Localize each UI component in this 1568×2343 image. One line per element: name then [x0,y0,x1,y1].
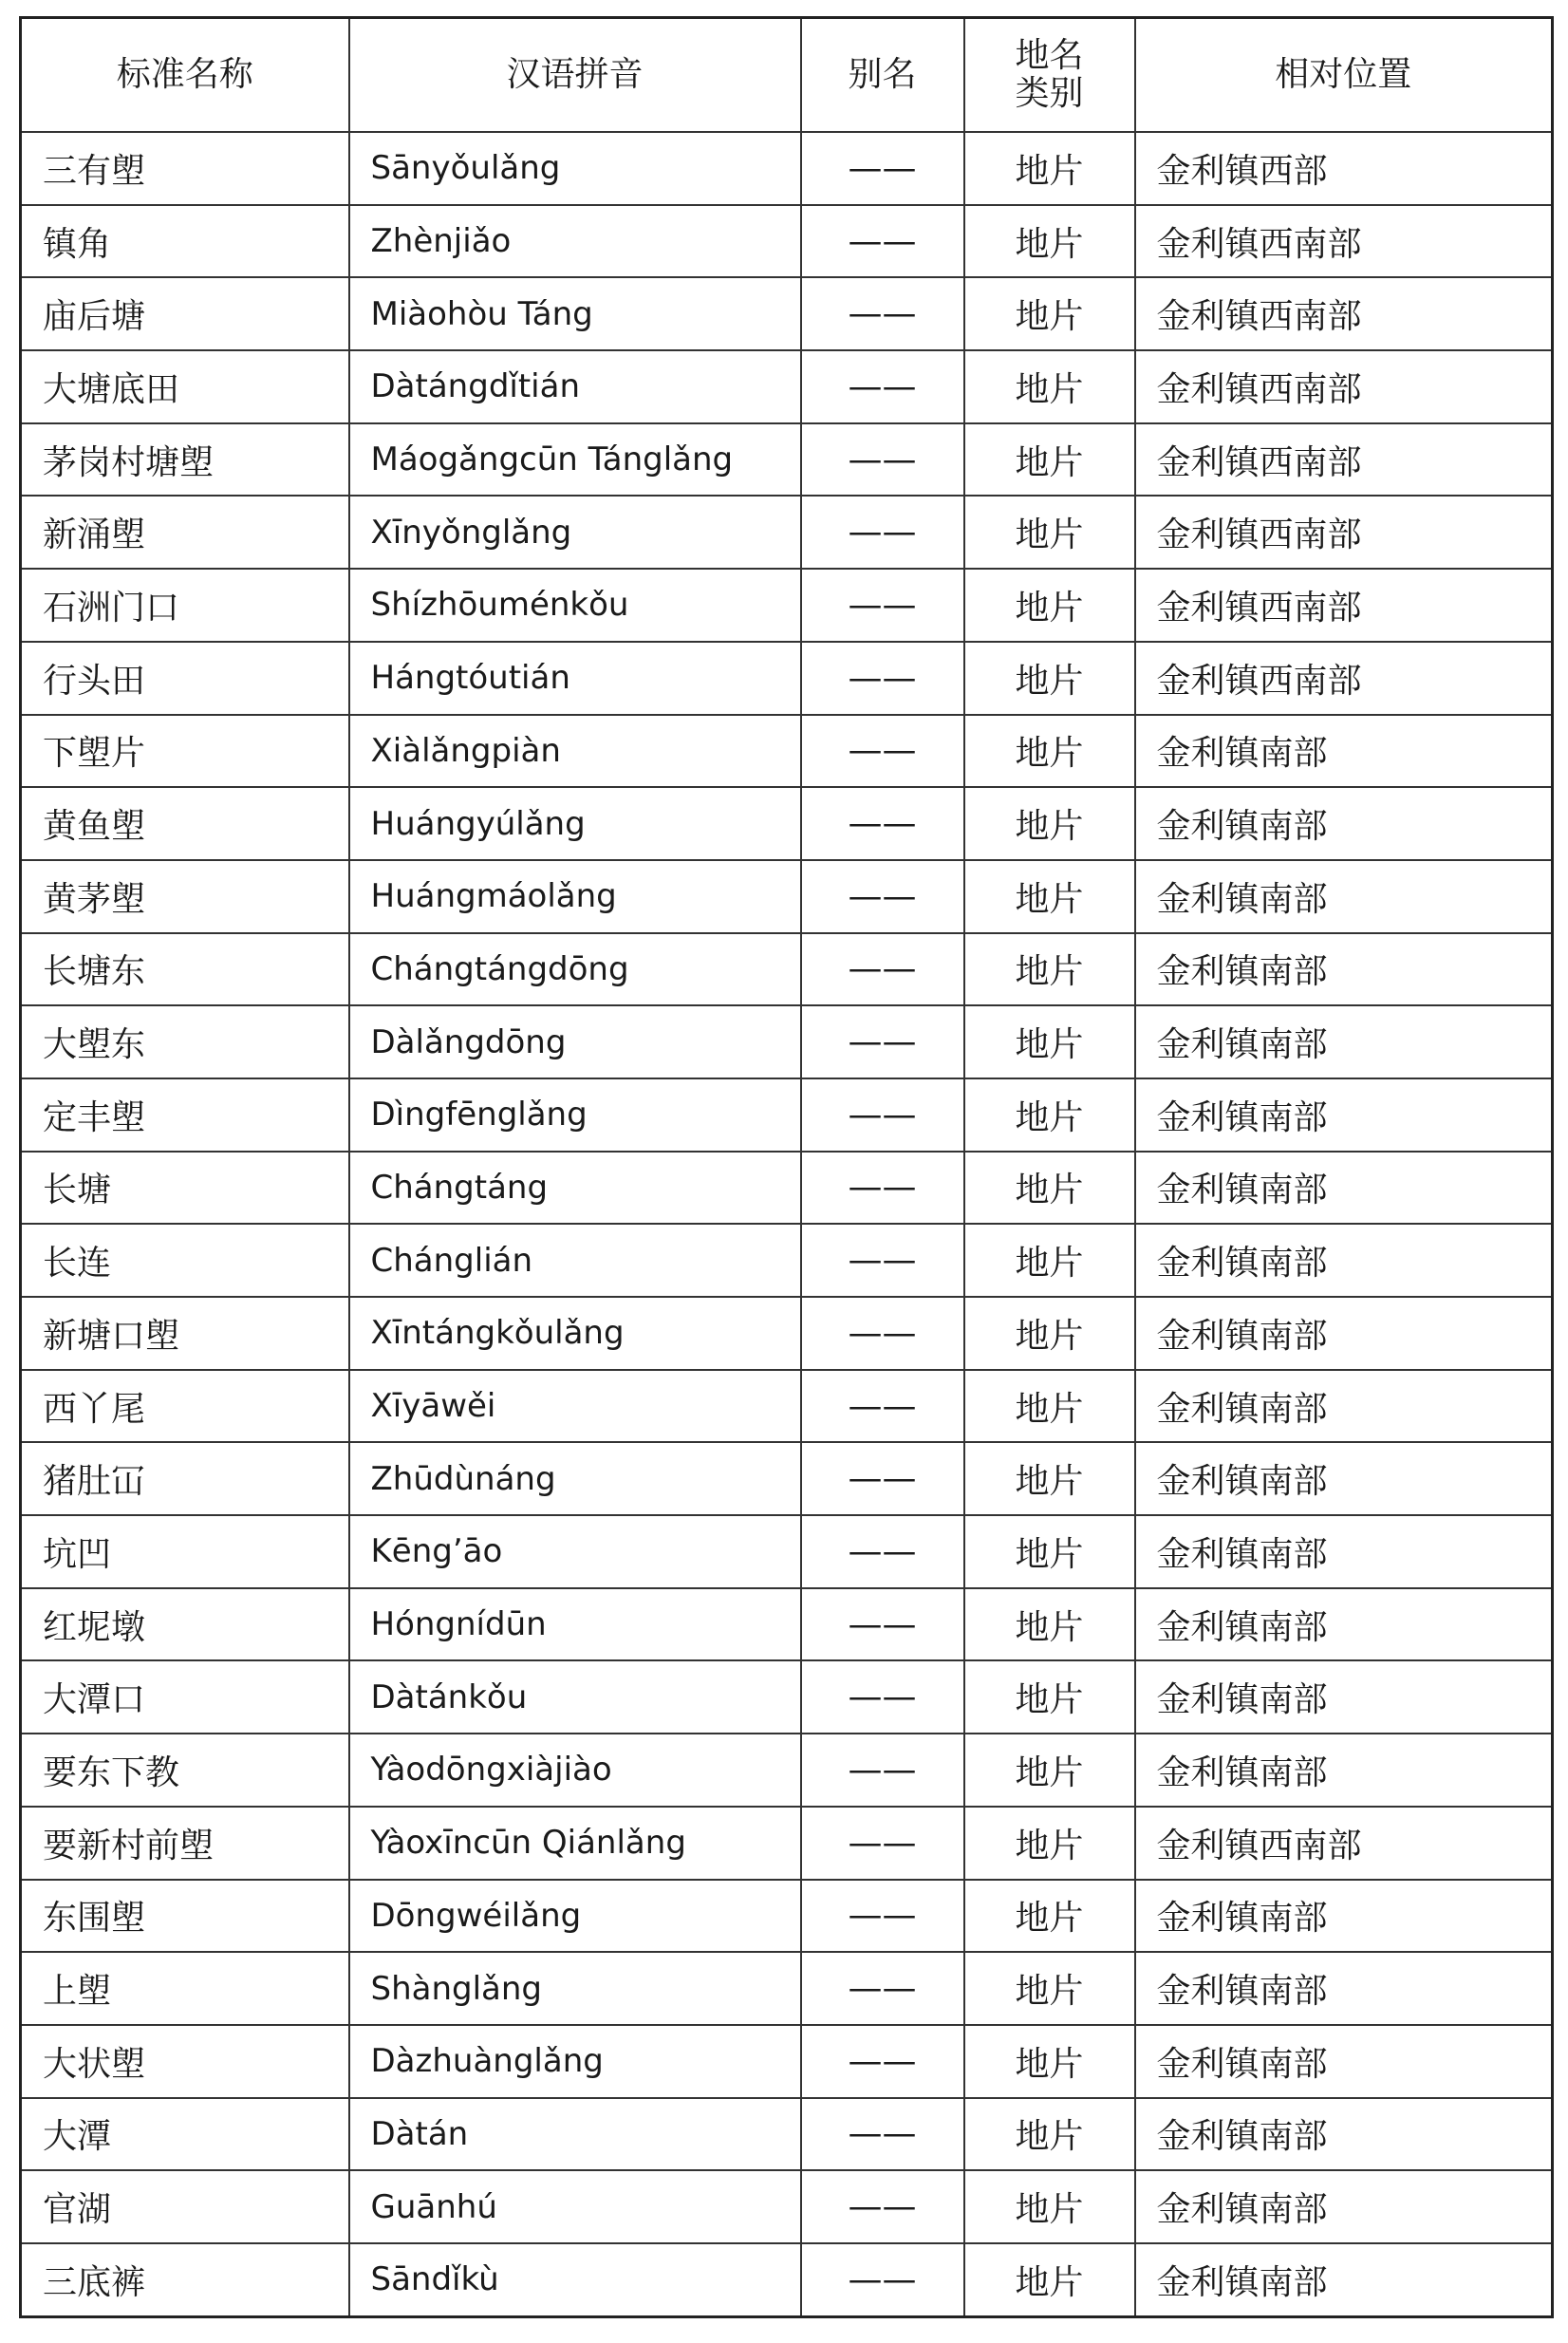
place-type-cell: 地片 [964,787,1135,860]
place-type-cell: 地片 [964,1880,1135,1953]
location-cell: 金利镇西南部 [1135,423,1553,497]
place-name-table [19,16,1554,2318]
pinyin-cell: Xīntángkǒulǎng [349,1297,801,1370]
standard-name-cell: 石洲门口 [21,569,349,642]
alias-cell: —— [801,933,964,1006]
alias-cell: —— [801,277,964,350]
table-row [21,1660,1553,1734]
header-pinyin: 汉语拼音 [349,18,801,133]
table-row [21,277,1553,350]
location-cell: 金利镇南部 [1135,1152,1553,1225]
place-type-cell: 地片 [964,496,1135,569]
alias-cell: —— [801,1442,964,1515]
table-row [21,1224,1553,1297]
pinyin-cell: Hóngnídūn [349,1588,801,1661]
location-cell: 金利镇南部 [1135,2170,1553,2243]
alias-cell: —— [801,715,964,788]
standard-name-cell: 长塘东 [21,933,349,1006]
table-row [21,860,1553,933]
pinyin-cell: Chánglián [349,1224,801,1297]
location-cell: 金利镇西南部 [1135,1807,1553,1880]
pinyin-cell: Sānyǒulǎng [349,132,801,205]
place-type-cell: 地片 [964,715,1135,788]
alias-cell: —— [801,2243,964,2316]
standard-name-cell: 红坭墩 [21,1588,349,1661]
pinyin-cell: Xīnyǒnglǎng [349,496,801,569]
alias-cell: —— [801,2170,964,2243]
standard-name-cell: 下塱片 [21,715,349,788]
table-row [21,205,1553,278]
header-location: 相对位置 [1135,18,1553,133]
location-cell: 金利镇南部 [1135,1660,1553,1734]
place-type-cell: 地片 [964,1660,1135,1734]
table-row [21,1152,1553,1225]
location-cell: 金利镇西南部 [1135,205,1553,278]
location-cell: 金利镇西南部 [1135,496,1553,569]
place-type-cell: 地片 [964,860,1135,933]
pinyin-cell: Dàtángdǐtián [349,350,801,423]
standard-name-cell: 东围塱 [21,1880,349,1953]
standard-name-cell: 官湖 [21,2170,349,2243]
alias-cell: —— [801,1952,964,2025]
pinyin-cell: Yàodōngxiàjiào [349,1734,801,1807]
table-row [21,1078,1553,1152]
pinyin-cell: Yàoxīncūn Qiánlǎng [349,1807,801,1880]
table-row [21,569,1553,642]
pinyin-cell: Dōngwéilǎng [349,1880,801,1953]
pinyin-cell: Huángyúlǎng [349,787,801,860]
alias-cell: —— [801,1078,964,1152]
location-cell: 金利镇西南部 [1135,350,1553,423]
alias-cell: —— [801,1734,964,1807]
location-cell: 金利镇南部 [1135,933,1553,1006]
table-row [21,1515,1553,1588]
alias-cell: —— [801,569,964,642]
standard-name-cell: 要新村前塱 [21,1807,349,1880]
standard-name-cell: 上塱 [21,1952,349,2025]
location-cell: 金利镇南部 [1135,860,1553,933]
pinyin-cell: Kēng’āo [349,1515,801,1588]
alias-cell: —— [801,1880,964,1953]
table-row [21,423,1553,497]
alias-cell: —— [801,787,964,860]
location-cell: 金利镇南部 [1135,1734,1553,1807]
table-row [21,1370,1553,1443]
place-type-cell: 地片 [964,132,1135,205]
standard-name-cell: 镇角 [21,205,349,278]
pinyin-cell: Miàohòu Táng [349,277,801,350]
location-cell: 金利镇南部 [1135,1515,1553,1588]
pinyin-cell: Shànglǎng [349,1952,801,2025]
header-row [21,18,1553,133]
location-cell: 金利镇南部 [1135,1880,1553,1953]
place-type-cell: 地片 [964,1442,1135,1515]
place-type-cell: 地片 [964,1370,1135,1443]
location-cell: 金利镇南部 [1135,1224,1553,1297]
standard-name-cell: 黄鱼塱 [21,787,349,860]
location-cell: 金利镇南部 [1135,1078,1553,1152]
table-row [21,496,1553,569]
table-row [21,2098,1553,2171]
place-type-cell: 地片 [964,1078,1135,1152]
pinyin-cell: Xiàlǎngpiàn [349,715,801,788]
standard-name-cell: 行头田 [21,642,349,715]
standard-name-cell: 黄茅塱 [21,860,349,933]
standard-name-cell: 猪肚冚 [21,1442,349,1515]
pinyin-cell: Guānhú [349,2170,801,2243]
table-row [21,642,1553,715]
place-type-cell: 地片 [964,1734,1135,1807]
place-type-cell: 地片 [964,2243,1135,2316]
standard-name-cell: 大潭 [21,2098,349,2171]
place-type-cell: 地片 [964,2170,1135,2243]
table-header [21,18,1553,133]
alias-cell: —— [801,1807,964,1880]
table-row [21,1880,1553,1953]
pinyin-cell: Hángtóutián [349,642,801,715]
place-type-cell: 地片 [964,350,1135,423]
pinyin-cell: Dàlǎngdōng [349,1005,801,1078]
alias-cell: —— [801,2025,964,2098]
pinyin-cell: Dàtán [349,2098,801,2171]
standard-name-cell: 新涌塱 [21,496,349,569]
pinyin-cell: Dàtánkǒu [349,1660,801,1734]
place-type-cell: 地片 [964,1807,1135,1880]
header-standard-name: 标准名称 [21,18,349,133]
alias-cell: —— [801,1224,964,1297]
alias-cell: —— [801,642,964,715]
alias-cell: —— [801,496,964,569]
place-type-cell: 地片 [964,423,1135,497]
pinyin-cell: Máogǎngcūn Tánglǎng [349,423,801,497]
standard-name-cell: 长塘 [21,1152,349,1225]
location-cell: 金利镇西南部 [1135,642,1553,715]
standard-name-cell: 茅岗村塘塱 [21,423,349,497]
header-place-type: 地名 类别 [964,18,1135,133]
location-cell: 金利镇南部 [1135,1952,1553,2025]
standard-name-cell: 大塱东 [21,1005,349,1078]
table-row [21,933,1553,1006]
pinyin-cell: Xīyāwěi [349,1370,801,1443]
place-type-cell: 地片 [964,277,1135,350]
location-cell: 金利镇南部 [1135,2243,1553,2316]
table-row [21,1952,1553,2025]
location-cell: 金利镇南部 [1135,1442,1553,1515]
table-row [21,2170,1553,2243]
table-row [21,350,1553,423]
place-type-cell: 地片 [964,1005,1135,1078]
table-row [21,1297,1553,1370]
location-cell: 金利镇西南部 [1135,569,1553,642]
location-cell: 金利镇西部 [1135,132,1553,205]
place-type-cell: 地片 [964,205,1135,278]
table-row [21,1807,1553,1880]
pinyin-cell: Sāndǐkù [349,2243,801,2316]
standard-name-cell: 长连 [21,1224,349,1297]
table-row [21,2243,1553,2316]
alias-cell: —— [801,1515,964,1588]
table-row [21,1588,1553,1661]
standard-name-cell: 三有塱 [21,132,349,205]
place-type-cell: 地片 [964,1152,1135,1225]
pinyin-cell: Zhūdùnáng [349,1442,801,1515]
pinyin-cell: Chángtáng [349,1152,801,1225]
header-alias: 别名 [801,18,964,133]
alias-cell: —— [801,1588,964,1661]
alias-cell: —— [801,132,964,205]
standard-name-cell: 要东下教 [21,1734,349,1807]
table-row [21,715,1553,788]
standard-name-cell: 庙后塘 [21,277,349,350]
place-type-cell: 地片 [964,1224,1135,1297]
standard-name-cell: 大状塱 [21,2025,349,2098]
pinyin-cell: Dàzhuànglǎng [349,2025,801,2098]
location-cell: 金利镇南部 [1135,2098,1553,2171]
place-type-cell: 地片 [964,2025,1135,2098]
pinyin-cell: Zhènjiǎo [349,205,801,278]
standard-name-cell: 大塘底田 [21,350,349,423]
alias-cell: —— [801,1152,964,1225]
table-row [21,132,1553,205]
standard-name-cell: 定丰塱 [21,1078,349,1152]
place-type-cell: 地片 [964,1588,1135,1661]
location-cell: 金利镇南部 [1135,1005,1553,1078]
alias-cell: —— [801,2098,964,2171]
location-cell: 金利镇南部 [1135,715,1553,788]
location-cell: 金利镇西南部 [1135,277,1553,350]
place-type-cell: 地片 [964,1297,1135,1370]
standard-name-cell: 坑凹 [21,1515,349,1588]
place-type-cell: 地片 [964,2098,1135,2171]
standard-name-cell: 大潭口 [21,1660,349,1734]
place-type-cell: 地片 [964,642,1135,715]
standard-name-cell: 西丫尾 [21,1370,349,1443]
alias-cell: —— [801,423,964,497]
place-type-cell: 地片 [964,933,1135,1006]
location-cell: 金利镇南部 [1135,2025,1553,2098]
location-cell: 金利镇南部 [1135,787,1553,860]
alias-cell: —— [801,1660,964,1734]
standard-name-cell: 新塘口塱 [21,1297,349,1370]
table-body [21,132,1553,2316]
location-cell: 金利镇南部 [1135,1297,1553,1370]
table-row [21,1734,1553,1807]
place-type-cell: 地片 [964,1515,1135,1588]
alias-cell: —— [801,1005,964,1078]
pinyin-cell: Shízhōuménkǒu [349,569,801,642]
pinyin-cell: Dìngfēnglǎng [349,1078,801,1152]
alias-cell: —— [801,860,964,933]
location-cell: 金利镇南部 [1135,1588,1553,1661]
place-type-cell: 地片 [964,569,1135,642]
alias-cell: —— [801,1297,964,1370]
pinyin-cell: Chángtángdōng [349,933,801,1006]
alias-cell: —— [801,350,964,423]
alias-cell: —— [801,205,964,278]
pinyin-cell: Huángmáolǎng [349,860,801,933]
table-row [21,787,1553,860]
table-row [21,1005,1553,1078]
table-row [21,1442,1553,1515]
alias-cell: —— [801,1370,964,1443]
place-type-cell: 地片 [964,1952,1135,2025]
table-row [21,2025,1553,2098]
standard-name-cell: 三底裤 [21,2243,349,2316]
location-cell: 金利镇南部 [1135,1370,1553,1443]
